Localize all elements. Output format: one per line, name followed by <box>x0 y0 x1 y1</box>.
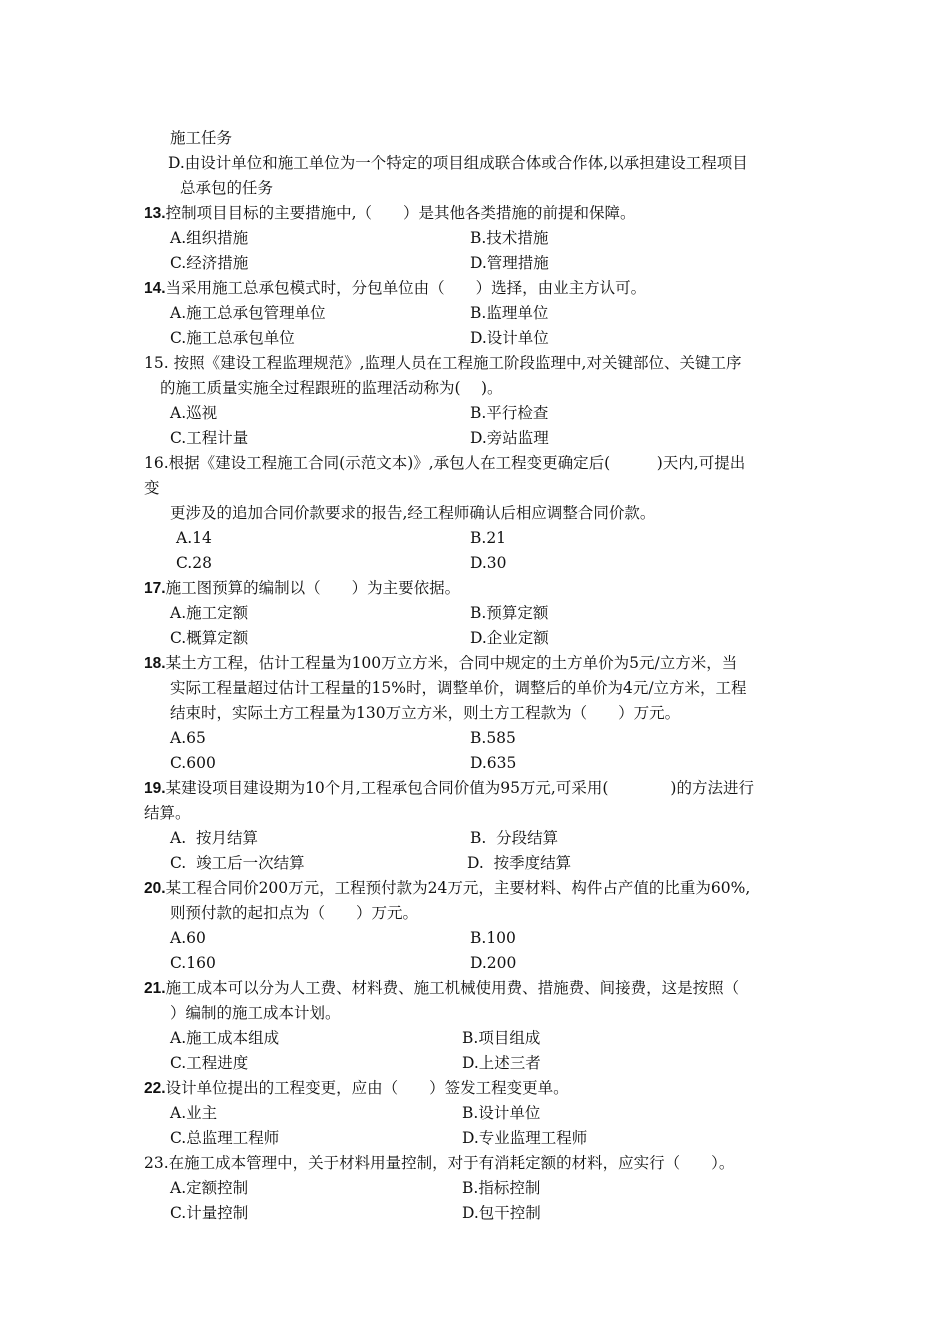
question-17 <box>144 578 460 599</box>
question-number: 13. <box>144 205 166 222</box>
question-21 <box>144 978 739 999</box>
option-b: B.监理单位 <box>470 304 549 322</box>
question-number: 22. <box>144 1080 166 1097</box>
option-b: B.项目组成 <box>462 1029 541 1047</box>
continued-option-d: D.由设计单位和施工单位为一个特定的项目组成联合体或合作体,以承担建设工程项目 <box>168 154 748 172</box>
option-d: D.管理措施 <box>470 254 549 272</box>
question-text: 按照《建设工程监理规范》,监理人员在工程施工阶段监理中,对关键部位、关键工序 <box>168 354 742 372</box>
question-20 <box>144 878 750 899</box>
option-b: B. 分段结算 <box>470 829 559 847</box>
question-text-cont: 则预付款的起扣点为（ ）万元。 <box>170 904 419 922</box>
continued-line: 施工任务 <box>170 129 233 147</box>
option-a: A.施工成本组成 <box>170 1029 280 1047</box>
question-text: 某建设项目建设期为10个月,工程承包合同价值为95万元,可采用( )的方法进行 <box>165 779 754 797</box>
option-c: C.总监理工程师 <box>170 1129 280 1147</box>
question-text: 设计单位提出的工程变更，应由（ ）签发工程变更单。 <box>165 1079 569 1097</box>
option-c: C.160 <box>170 954 216 972</box>
question-text-cont: 结束时，实际土方工程量为130万立方米，则土方工程款为（ ）万元。 <box>170 704 681 722</box>
question-text-cont: 结算。 <box>144 804 191 822</box>
question-18 <box>144 653 737 674</box>
question-text: 某工程合同价200万元，工程预付款为24万元，主要材料、构件占产值的比重为60%, <box>165 879 751 897</box>
question-text: 根据《建设工程施工合同(示范文本)》,承包人在工程变更确定后( )天内,可提出 <box>168 454 746 472</box>
continued-line: 总承包的任务 <box>180 179 274 197</box>
option-c: C.600 <box>170 754 216 772</box>
option-d: D.635 <box>470 754 517 772</box>
option-d: D.企业定额 <box>470 629 549 647</box>
option-d: D.200 <box>470 954 517 972</box>
option-a: A.施工总承包管理单位 <box>170 304 326 322</box>
question-number: 21. <box>144 980 166 997</box>
option-a: A.业主 <box>170 1104 218 1122</box>
option-c: C.计量控制 <box>170 1204 249 1222</box>
option-c: C.经济措施 <box>170 254 249 272</box>
question-text: 控制项目目标的主要措施中,（ ）是其他各类措施的前提和保障。 <box>165 204 636 222</box>
question-number: 16. <box>144 454 169 472</box>
option-b: B.21 <box>470 529 507 547</box>
question-number: 19. <box>144 780 166 797</box>
question-13 <box>144 203 636 224</box>
option-a: A.14 <box>176 529 212 547</box>
option-b: B.技术措施 <box>470 229 549 247</box>
option-d: D.30 <box>470 554 507 572</box>
option-c: C.施工总承包单位 <box>170 329 295 347</box>
option-c: C.工程进度 <box>170 1054 249 1072</box>
question-text: 施工图预算的编制以（ ）为主要依据。 <box>165 579 461 597</box>
option-a: A.60 <box>170 929 206 947</box>
option-c: C.28 <box>176 554 212 572</box>
option-d: D.旁站监理 <box>470 429 549 447</box>
option-c: C.工程计量 <box>170 429 249 447</box>
question-19 <box>144 778 754 799</box>
question-text-cont: 变 <box>144 479 160 497</box>
option-a: A.65 <box>170 729 206 747</box>
question-number: 15. <box>144 354 169 372</box>
question-number: 17. <box>144 580 166 597</box>
option-a: A.巡视 <box>170 404 218 422</box>
option-d: D.专业监理工程师 <box>462 1129 588 1147</box>
option-d: D. 按季度结算 <box>467 854 572 872</box>
option-b: B.指标控制 <box>462 1179 541 1197</box>
question-number: 20. <box>144 880 166 897</box>
option-a: A.组织措施 <box>170 229 249 247</box>
question-text-cont: 更涉及的追加合同价款要求的报告,经工程师确认后相应调整合同价款。 <box>170 504 656 522</box>
question-16 <box>144 453 745 473</box>
option-b: B.预算定额 <box>470 604 549 622</box>
question-text-cont: 实际工程量超过估计工程量的15%时，调整单价，调整后的单价为4元/立方米，工程 <box>170 679 747 697</box>
question-text: 在施工成本管理中，关于材料用量控制，对于有消耗定额的材料，应实行（ ）。 <box>168 1154 735 1172</box>
question-text: 当采用施工总承包模式时，分包单位由（ ）选择，由业主方认可。 <box>165 279 647 297</box>
option-d: D.设计单位 <box>470 329 549 347</box>
question-number: 18. <box>144 655 166 672</box>
question-text: 施工成本可以分为人工费、材料费、施工机械使用费、措施费、间接费，这是按照（ <box>165 979 740 997</box>
option-a: A.定额控制 <box>170 1179 249 1197</box>
option-a: A.施工定额 <box>170 604 249 622</box>
option-d: D.包干控制 <box>462 1204 541 1222</box>
option-c: C.概算定额 <box>170 629 249 647</box>
question-text-cont: 的施工质量实施全过程跟班的监理活动称为( )。 <box>160 379 503 397</box>
question-23 <box>144 1153 734 1173</box>
option-d: D.上述三者 <box>462 1054 541 1072</box>
option-c: C. 竣工后一次结算 <box>170 854 305 872</box>
question-15 <box>144 353 741 373</box>
option-a: A. 按月结算 <box>170 829 258 847</box>
option-b: B.100 <box>470 929 516 947</box>
question-text: 某土方工程，估计工程量为100万立方米，合同中规定的土方单价为5元/立方米，当 <box>165 654 738 672</box>
question-22 <box>144 1078 569 1099</box>
option-b: B.设计单位 <box>462 1104 541 1122</box>
question-number: 23. <box>144 1154 169 1172</box>
question-14 <box>144 278 646 299</box>
option-b: B.585 <box>470 729 516 747</box>
option-b: B.平行检查 <box>470 404 549 422</box>
question-text-cont: ）编制的施工成本计划。 <box>170 1004 341 1022</box>
question-number: 14. <box>144 280 166 297</box>
